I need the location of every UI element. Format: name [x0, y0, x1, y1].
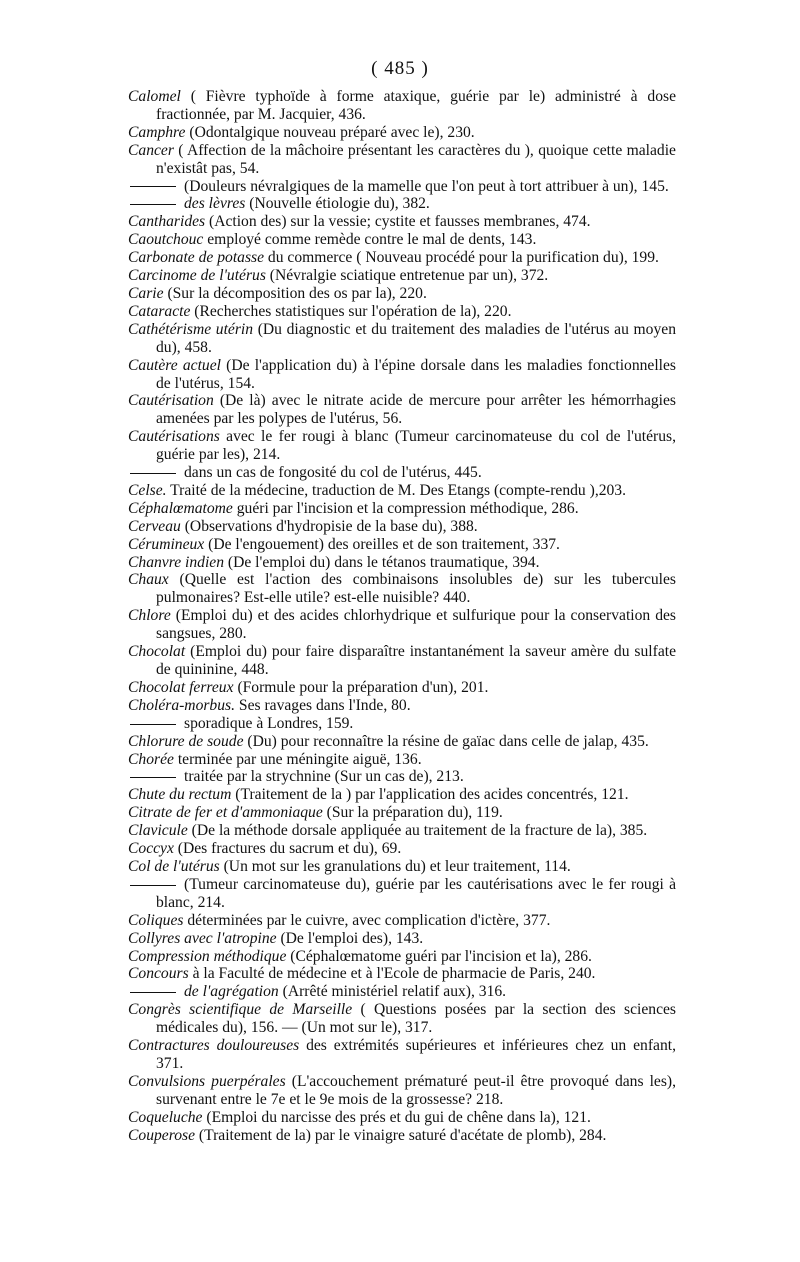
index-entry	[128, 768, 676, 786]
index-entry	[128, 303, 676, 321]
index-entry	[128, 804, 676, 822]
index-entry	[128, 751, 676, 769]
entry-term: Cautérisations	[128, 428, 220, 446]
entry-text: (Observations d'hydropisie de la base du), 388.	[184, 517, 478, 535]
index-entry	[128, 1073, 676, 1109]
index-entry	[128, 195, 676, 213]
index-entry	[128, 679, 676, 697]
entry-term: Cathétérisme utérin	[128, 320, 254, 338]
entry-text: employé comme remède contre le mal de dents, 143.	[207, 231, 537, 249]
index-entry	[128, 536, 676, 554]
index-entry	[128, 482, 676, 500]
entry-text: (Douleurs névralgiques de la mamelle que l'on peut à tort attribuer à un), 145.	[184, 177, 669, 195]
entry-text: dans un cas de fongosité du col de l'utérus, 445.	[184, 464, 482, 482]
entry-text: sporadique à Londres, 159.	[184, 714, 354, 732]
index-entry	[128, 142, 676, 178]
index-entry	[128, 518, 676, 536]
index-entry	[128, 948, 676, 966]
entry-term: Coqueluche	[128, 1108, 203, 1126]
entry-text: (De l'application du) à l'épine dorsale dans les maladies fonctionnelles de l'utérus, 154.	[156, 356, 676, 392]
index-entry	[128, 1127, 676, 1145]
index-entry	[128, 607, 676, 643]
entry-text: (Traitement de la) par le vinaigre saturé d'acétate de plomb), 284.	[198, 1126, 607, 1144]
entry-term: Contractures douloureuses	[128, 1037, 300, 1055]
entry-term: Col de l'utérus	[128, 857, 220, 875]
index-entry	[128, 840, 676, 858]
entry-term: Compression méthodique	[128, 947, 287, 965]
entry-term: Chlorure de soude	[128, 732, 244, 750]
entry-text: Traité de la médecine, traduction de M. Des Etangs (compte-rendu ),203.	[170, 481, 627, 499]
entry-text: (Sur la préparation du), 119.	[326, 804, 503, 822]
entry-term: des lèvres	[184, 195, 246, 213]
entry-text: ( Affection de la mâchoire présentant les caractères du ), quoique cette maladie n'existât pas, 54.	[156, 141, 676, 177]
entry-term: Concours	[128, 965, 189, 983]
entry-term: Convulsions puerpérales	[128, 1072, 286, 1090]
index-entry	[128, 930, 676, 948]
entry-term: Citrate de fer et d'ammoniaque	[128, 804, 323, 822]
entry-text: (De l'engouement) des oreilles et de son traitement, 337.	[208, 535, 560, 553]
entry-term: Céphalœmatome	[128, 499, 233, 517]
index-entry	[128, 178, 676, 196]
entry-text: (Nouvelle étiologie du), 382.	[249, 195, 430, 213]
index-entry	[128, 1109, 676, 1127]
index-entry	[128, 1037, 676, 1073]
entry-term: Carcinome de l'utérus	[128, 267, 266, 285]
entry-text: (Névralgie sciatique entretenue par un), 372.	[269, 267, 549, 285]
index-entry	[128, 554, 676, 572]
entry-term: Chanvre indien	[128, 553, 224, 571]
index-entry	[128, 249, 676, 267]
index-entry	[128, 822, 676, 840]
index-entry	[128, 213, 676, 231]
index-entry	[128, 643, 676, 679]
index-entry	[128, 267, 676, 285]
entry-term: Chocolat ferreux	[128, 678, 234, 696]
entry-term: Congrès scientifique de Marseille	[128, 1001, 353, 1019]
entry-text: (Odontalgique nouveau préparé avec le), 230.	[189, 123, 475, 141]
entry-term: Carbonate de potasse	[128, 249, 265, 267]
entry-term: Chlore	[128, 607, 171, 625]
entry-text: (Recherches statistiques sur l'opération de la), 220.	[194, 302, 512, 320]
index-entry	[128, 500, 676, 518]
entry-term: Celse.	[128, 481, 167, 499]
entry-text: du commerce ( Nouveau procédé pour la purification du), 199.	[267, 249, 659, 267]
entry-text: terminée par une méningite aiguë, 136.	[177, 750, 422, 768]
index-entry	[128, 965, 676, 983]
entry-term: Cantharides	[128, 213, 206, 231]
entry-text: (De là) avec le nitrate acide de mercure pour arrêter les hémorrhagies amenées par les polypes de l'utérus, 56.	[156, 392, 677, 428]
entry-text: (Quelle est l'action des combinaisons insolubles de) sur les tubercules pulmonaires? Est-elle utile? est-elle nuisible? 440.	[156, 571, 676, 607]
entry-text: (Céphalœmatome guéri par l'incision et la), 286.	[290, 947, 592, 965]
entry-text: (Un mot sur les granulations du) et leur traitement, 114.	[223, 857, 571, 875]
entry-text: (Action des) sur la vessie; cystite et fausses membranes, 474.	[209, 213, 591, 231]
index-entry	[128, 912, 676, 930]
repeat-dash	[130, 777, 176, 778]
index-entries	[128, 88, 676, 1144]
entry-text: (Du) pour reconnaître la résine de gaïac dans celle de jalap, 435.	[247, 732, 649, 750]
entry-term: Caoutchouc	[128, 231, 204, 249]
entry-term: Calomel	[128, 88, 181, 105]
repeat-dash	[130, 724, 176, 725]
entry-term: Chocolat	[128, 643, 186, 661]
entry-term: Cérumineux	[128, 535, 205, 553]
entry-text: Ses ravages dans l'Inde, 80.	[238, 696, 411, 714]
index-entry	[128, 858, 676, 876]
index-entry	[128, 124, 676, 142]
entry-text: (Emploi du) et des acides chlorhydrique et sulfurique pour la conservation des sangsues, 280.	[156, 607, 676, 643]
entry-text: avec le fer rougi à blanc (Tumeur carcinomateuse du col de l'utérus, guérie par les), 214.	[156, 428, 676, 464]
index-entry	[128, 876, 676, 912]
entry-term: Camphre	[128, 123, 186, 141]
repeat-dash	[130, 204, 176, 205]
page-number: ( 485 )	[371, 58, 429, 79]
index-entry	[128, 428, 676, 464]
entry-text: (Emploi du narcisse des prés et du gui de chêne dans la), 121.	[206, 1108, 591, 1126]
entry-text: (Du diagnostic et du traitement des maladies de l'utérus au moyen du), 458.	[156, 320, 676, 356]
index-entry	[128, 88, 676, 124]
entry-text: déterminées par le cuivre, avec complication d'ictère, 377.	[187, 911, 551, 929]
entry-term: Collyres avec l'atropine	[128, 929, 277, 947]
entry-term: Cautère actuel	[128, 356, 221, 374]
entry-text: (Des fractures du sacrum et du), 69.	[177, 840, 402, 858]
entry-term: Carie	[128, 284, 164, 302]
entry-term: Chute du rectum	[128, 786, 232, 804]
entry-text: (L'accouchement prématuré peut-il être provoqué dans les), survenant entre le 7e et le 9e mois de la grossesse? 218.	[156, 1072, 677, 1108]
entry-text: (Emploi du) pour faire disparaître instantanément la saveur amère du sulfate de quininine, 448.	[156, 643, 676, 678]
entry-text: (De l'emploi du) dans le tétanos traumatique, 394.	[227, 553, 540, 571]
entry-term: Chaux	[128, 571, 169, 589]
entry-text: des extrémités supérieures et inférieures chez un enfant, 371.	[156, 1037, 676, 1072]
entry-text: (Tumeur carcinomateuse du), guérie par les cautérisations avec le fer rougi à blanc, 214.	[156, 875, 676, 911]
index-entry	[128, 357, 676, 393]
entry-text: (Sur la décomposition des os par la), 220.	[167, 284, 427, 302]
index-entry	[128, 392, 676, 428]
index-entry	[128, 321, 676, 357]
entry-term: Cerveau	[128, 517, 181, 535]
index-entry	[128, 231, 676, 249]
entry-text: traitée par la strychnine (Sur un cas de), 213.	[184, 768, 464, 786]
index-entry	[128, 1001, 676, 1037]
entry-term: Clavicule	[128, 822, 188, 840]
entry-term: Coliques	[128, 911, 184, 929]
entry-text: guéri par l'incision et la compression méthodique, 286.	[236, 499, 579, 517]
entry-term: Couperose	[128, 1126, 195, 1144]
entry-term: Choléra-morbus.	[128, 696, 235, 714]
repeat-dash	[130, 885, 176, 886]
index-entry	[128, 285, 676, 303]
entry-term: Chorée	[128, 750, 174, 768]
index-entry	[128, 733, 676, 751]
entry-text: (De l'emploi des), 143.	[280, 929, 424, 947]
entry-term: Coccyx	[128, 840, 174, 858]
entry-term: Cancer	[128, 141, 174, 159]
entry-text: (Formule pour la préparation d'un), 201.	[237, 678, 489, 696]
repeat-dash	[130, 186, 176, 187]
entry-term: Cataracte	[128, 302, 191, 320]
entry-text: ( Fièvre typhoïde à forme ataxique, guérie par le) administré à dose fractionnée, par M. Jacquier, 436.	[156, 88, 676, 123]
entry-term: Cautérisation	[128, 392, 214, 410]
entry-text: (Arrêté ministériel relatif aux), 316.	[282, 983, 507, 1001]
index-entry	[128, 571, 676, 607]
entry-text: ( Questions posées par la section des sciences médicales du), 156. — (Un mot sur le), 317.	[156, 1001, 676, 1037]
index-entry	[128, 464, 676, 482]
index-entry	[128, 983, 676, 1001]
entry-text: à la Faculté de médecine et à l'Ecole de pharmacie de Paris, 240.	[192, 965, 596, 983]
index-entry	[128, 715, 676, 733]
entry-text: (Traitement de la ) par l'application des acides concentrés, 121.	[235, 786, 629, 804]
repeat-dash	[130, 992, 176, 993]
index-entry	[128, 786, 676, 804]
index-entry	[128, 697, 676, 715]
entry-text: (De la méthode dorsale appliquée au traitement de la fracture de la), 385.	[191, 822, 648, 840]
repeat-dash	[130, 473, 176, 474]
entry-term: de l'agrégation	[184, 983, 279, 1001]
